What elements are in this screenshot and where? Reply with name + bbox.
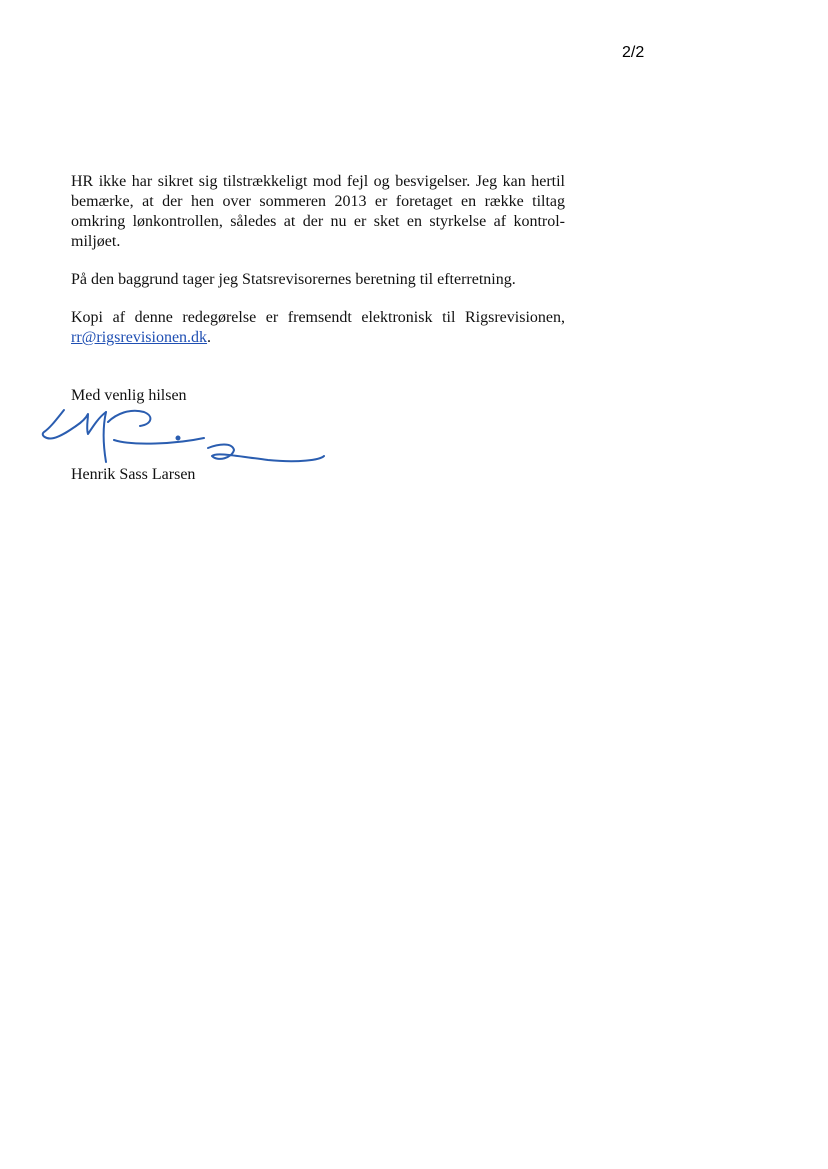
- greeting: Med venlig hilsen: [71, 387, 187, 404]
- page-number: 2/2: [622, 44, 645, 61]
- paragraph-1: HR ikke har sikret sig tilstrækkeligt mod fejl og besvigelser. Jeg kan hertil bemærke, at der hen over sommeren 2013 er foretaget en række tiltag omkring lønkontrollen, således at der nu er sket en styrkelse af kontrolmiljøet.: [71, 173, 565, 250]
- paragraph-3-text: Kopi af denne redegørelse er fremsendt elektronisk til Rigsrevisionen,: [71, 309, 565, 326]
- email-link[interactable]: rr@rigsrevisionen.dk: [71, 329, 208, 346]
- paragraph-3-suffix: .: [207, 329, 212, 346]
- letter-body: [71, 172, 565, 348]
- paragraph-3: [71, 308, 565, 348]
- paragraph-2: På den baggrund tager jeg Statsrevisorernes beretning til efterretning.: [71, 271, 516, 288]
- signer-name: Henrik Sass Larsen: [71, 466, 196, 483]
